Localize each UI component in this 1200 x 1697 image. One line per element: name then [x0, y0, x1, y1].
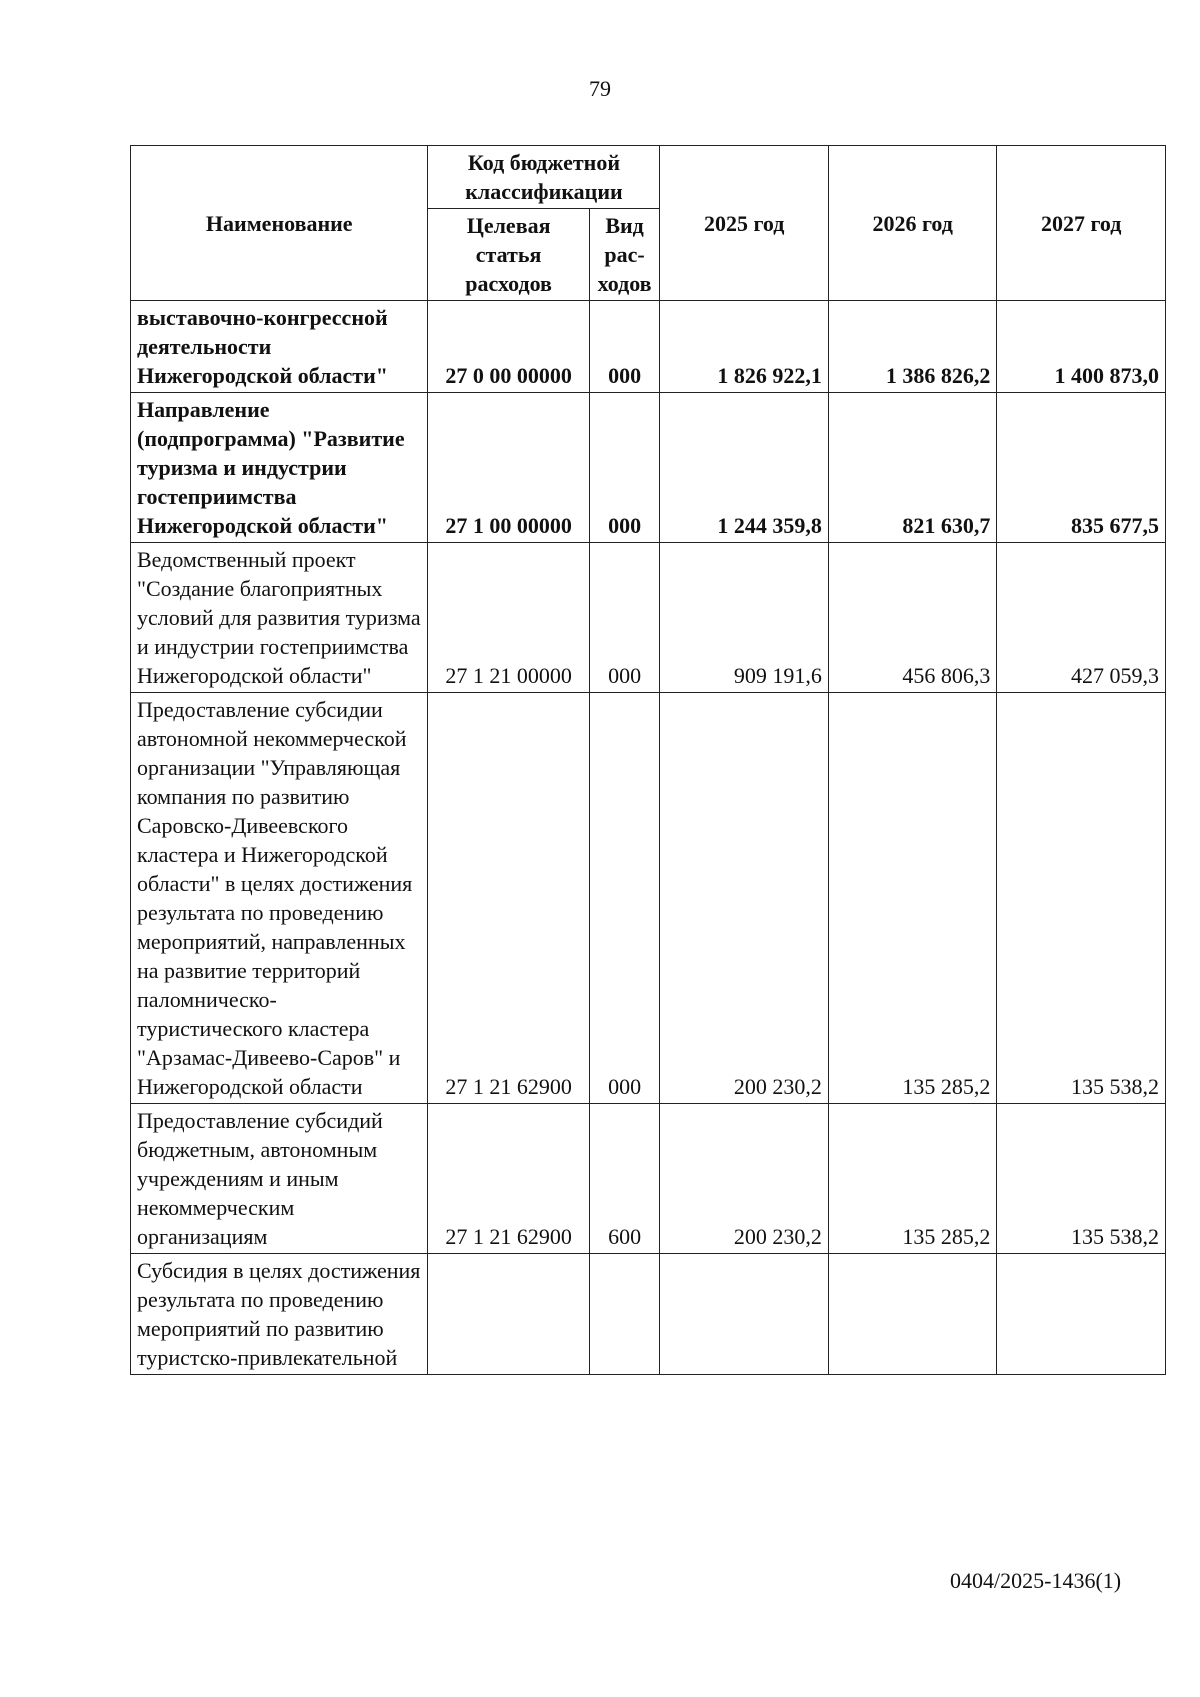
row-target-article: 27 1 21 62900	[428, 1104, 589, 1254]
header-name: Наименование	[131, 146, 428, 301]
table-row	[131, 301, 1166, 393]
table-header	[131, 146, 1166, 301]
page-number: 79	[589, 76, 611, 101]
row-name: Предоставление субсидии автономной некоммерческой организации "Управляющая компания по развитию Саровско-Дивеевского кластера и Нижегородской области" в целях достижения результата по проведению мероприятий, направленных на развитие территорий паломническо-туристического кластера "Арзамас-Дивеево-Саров" и Нижегородской области	[131, 693, 428, 1104]
row-name: Ведомственный проект "Создание благоприятных условий для развития туризма и индустрии гостеприимства Нижегородской области"	[131, 543, 428, 693]
row-2027: 1 400 873,0	[997, 301, 1166, 393]
row-name: Направление (подпрограмма) "Развитие туризма и индустрии гостеприимства Нижегородской области"	[131, 393, 428, 543]
header-2025: 2025 год	[660, 146, 829, 301]
row-2027: 835 677,5	[997, 393, 1166, 543]
row-2025: 909 191,6	[660, 543, 829, 693]
row-target-article: 27 1 00 00000	[428, 393, 589, 543]
row-expense-type: 600	[589, 1104, 660, 1254]
row-2027: 427 059,3	[997, 543, 1166, 693]
row-expense-type: 000	[589, 693, 660, 1104]
row-target-article: 27 1 21 62900	[428, 693, 589, 1104]
document-code: 0404/2025-1436(1)	[950, 1568, 1122, 1593]
row-2025: 1 826 922,1	[660, 301, 829, 393]
row-2026: 456 806,3	[828, 543, 997, 693]
table-row	[131, 1104, 1166, 1254]
row-2026: 821 630,7	[828, 393, 997, 543]
row-2026: 135 285,2	[828, 693, 997, 1104]
table-row	[131, 693, 1166, 1104]
row-expense-type: 000	[589, 543, 660, 693]
header-2026: 2026 год	[828, 146, 997, 301]
row-target-article: 27 0 00 00000	[428, 301, 589, 393]
row-2027	[997, 1254, 1166, 1375]
header-2027: 2027 год	[997, 146, 1166, 301]
row-2025: 200 230,2	[660, 1104, 829, 1254]
table-body	[131, 301, 1166, 1375]
table-row	[131, 393, 1166, 543]
row-expense-type	[589, 1254, 660, 1375]
row-2025: 200 230,2	[660, 693, 829, 1104]
table-row	[131, 1254, 1166, 1375]
row-name: Предоставление субсидий бюджетным, автономным учреждениям и иным некоммерческим организациям	[131, 1104, 428, 1254]
row-2026	[828, 1254, 997, 1375]
row-2027: 135 538,2	[997, 1104, 1166, 1254]
row-name: Субсидия в целях достижения результата по проведению мероприятий по развитию туристско-привлекательной	[131, 1254, 428, 1375]
row-2027: 135 538,2	[997, 693, 1166, 1104]
row-expense-type: 000	[589, 393, 660, 543]
row-target-article	[428, 1254, 589, 1375]
row-2026: 135 285,2	[828, 1104, 997, 1254]
header-code-group: Код бюджетной классификации	[428, 146, 660, 209]
row-name: выставочно-конгрессной деятельности Нижегородской области"	[131, 301, 428, 393]
budget-table	[130, 145, 1166, 1375]
row-2025	[660, 1254, 829, 1375]
header-expense-type: Вид рас-ходов	[589, 209, 660, 301]
table-row	[131, 543, 1166, 693]
row-2026: 1 386 826,2	[828, 301, 997, 393]
row-target-article: 27 1 21 00000	[428, 543, 589, 693]
header-target-article: Целевая статья расходов	[428, 209, 589, 301]
row-expense-type: 000	[589, 301, 660, 393]
row-2025: 1 244 359,8	[660, 393, 829, 543]
